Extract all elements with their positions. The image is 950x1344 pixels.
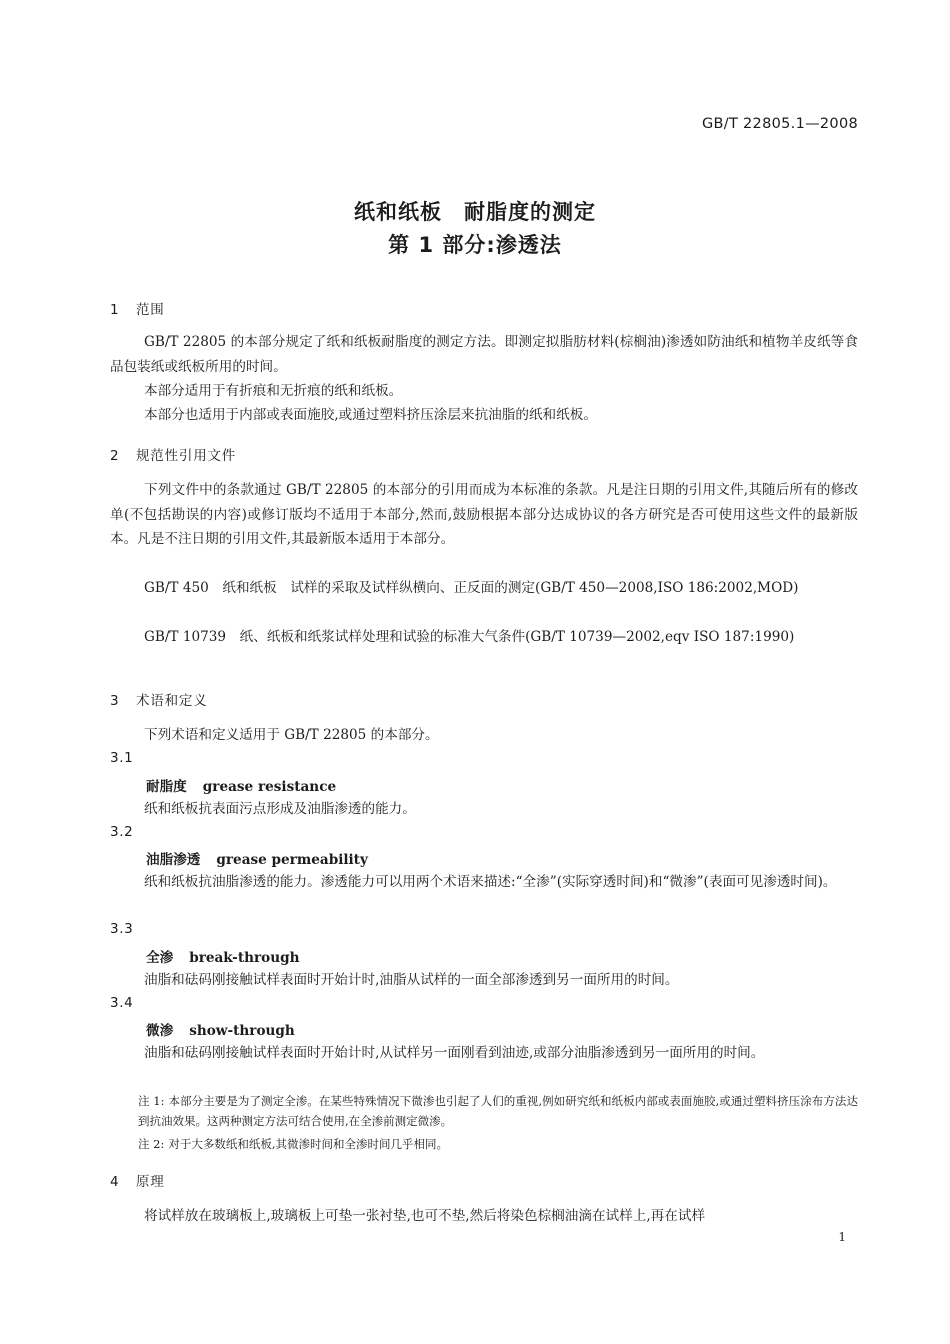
section-number: 2 [110,448,120,464]
definition-text: 纸和纸板抗表面污点形成及油脂渗透的能力。 [144,801,416,817]
section-title: 术语和定义 [136,693,208,709]
term-3-4 [146,1019,295,1039]
definition-text: 油脂和砝码刚接触试样表面时开始计时,从试样另一面刚看到油迹,或部分油脂渗透到另一面所用的时间。 [144,1045,765,1061]
section-1-paragraph-3 [110,403,858,428]
note-label: 注 2: [138,1137,165,1151]
paragraph-text: 将试样放在玻璃板上,玻璃板上可垫一张衬垫,也可不垫,然后将染色棕榈油滴在试样上,再在试样 [144,1208,706,1224]
term-3-2-definition [110,870,858,895]
term-3-3-number: 3.3 [110,921,134,937]
section-2-paragraph-1 [110,478,858,552]
term-3-1-number: 3.1 [110,750,134,766]
document-subtitle: 第 1 部分:渗透法 [388,233,562,257]
note-label: 注 1: [138,1094,165,1108]
paragraph-text: 下列文件中的条款通过 GB/T 22805 的本部分的引用而成为本标准的条款。凡是注日期的引用文件,其随后所有的修改单(不包括勘误的内容)或修订版均不适用于本部分,然而,鼓励根据本部分达成协议的各方研究是否可使用这些文件的最新版本。凡是不注日期的引用文件,其最新版本适用于本部分。 [110,482,858,547]
term-3-1 [146,775,336,795]
section-title: 规范性引用文件 [136,448,237,464]
page-number: 1 [838,1230,846,1244]
section-title: 原理 [136,1174,165,1190]
section-number: 4 [110,1174,120,1190]
reference-gb-t-10739 [110,625,858,650]
term-3-1-definition [110,797,858,822]
note-text: 本部分主要是为了测定全渗。在某些特殊情况下微渗也引起了人们的重视,例如研究纸和纸板内部或表面施胶,或通过塑料挤压涂布方法达到抗油效果。这两种测定方法可结合使用,在全渗前测定微渗。 [138,1094,858,1128]
term-en: show-through [189,1023,295,1039]
term-zh: 全渗 [146,950,174,966]
section-4-heading [110,1170,165,1190]
section-1-paragraph-1 [110,330,858,379]
note-text: 对于大多数纸和纸板,其微渗时间和全渗时间几乎相同。 [168,1137,449,1151]
term-3-2 [146,848,368,868]
term-3-2-number: 3.2 [110,824,134,840]
paragraph-text: 本部分也适用于内部或表面施胶,或通过塑料挤压涂层来抗油脂的纸和纸板。 [144,407,597,423]
term-zh: 油脂渗透 [146,852,201,868]
section-title: 范围 [136,302,165,318]
term-en: break-through [189,950,300,966]
section-number: 1 [110,302,120,318]
reference-text: GB/T 450 纸和纸板 试样的采取及试样纵横向、正反面的测定(GB/T 450—2008,ISO 186:2002,MOD) [144,580,799,596]
term-en: grease permeability [216,852,368,868]
term-3-4-definition [110,1041,858,1066]
term-3-3 [146,946,299,966]
section-1-heading [110,298,165,318]
definition-text: 油脂和砝码刚接触试样表面时开始计时,油脂从试样的一面全部渗透到另一面所用的时间。 [144,972,679,988]
term-3-3-definition [110,968,858,993]
reference-text: GB/T 10739 纸、纸板和纸浆试样处理和试验的标准大气条件(GB/T 10739—2002,eqv ISO 187:1990) [144,629,795,645]
note-2 [138,1134,858,1154]
note-1 [138,1091,858,1131]
section-1-paragraph-2 [110,379,858,404]
section-3-paragraph-1 [110,723,858,748]
section-number: 3 [110,693,120,709]
term-en: grease resistance [202,779,337,795]
term-zh: 耐脂度 [146,779,187,795]
document-title: 纸和纸板 耐脂度的测定 [354,200,596,224]
paragraph-text: GB/T 22805 的本部分规定了纸和纸板耐脂度的测定方法。即测定拟脂肪材料(棕榈油)渗透如防油纸和植物羊皮纸等食品包装纸或纸板所用的时间。 [110,334,858,375]
definition-text: 纸和纸板抗油脂渗透的能力。渗透能力可以用两个术语来描述:“全渗”(实际穿透时间)和“微渗”(表面可见渗透时间)。 [144,874,837,890]
section-3-heading [110,689,208,709]
section-4-paragraph-1 [110,1204,858,1229]
term-3-4-number: 3.4 [110,995,134,1011]
standard-code: GB/T 22805.1—2008 [702,116,858,132]
section-2-heading [110,444,236,464]
term-zh: 微渗 [146,1023,174,1039]
paragraph-text: 下列术语和定义适用于 GB/T 22805 的本部分。 [144,727,439,743]
reference-gb-t-450 [110,576,858,601]
paragraph-text: 本部分适用于有折痕和无折痕的纸和纸板。 [144,383,403,399]
